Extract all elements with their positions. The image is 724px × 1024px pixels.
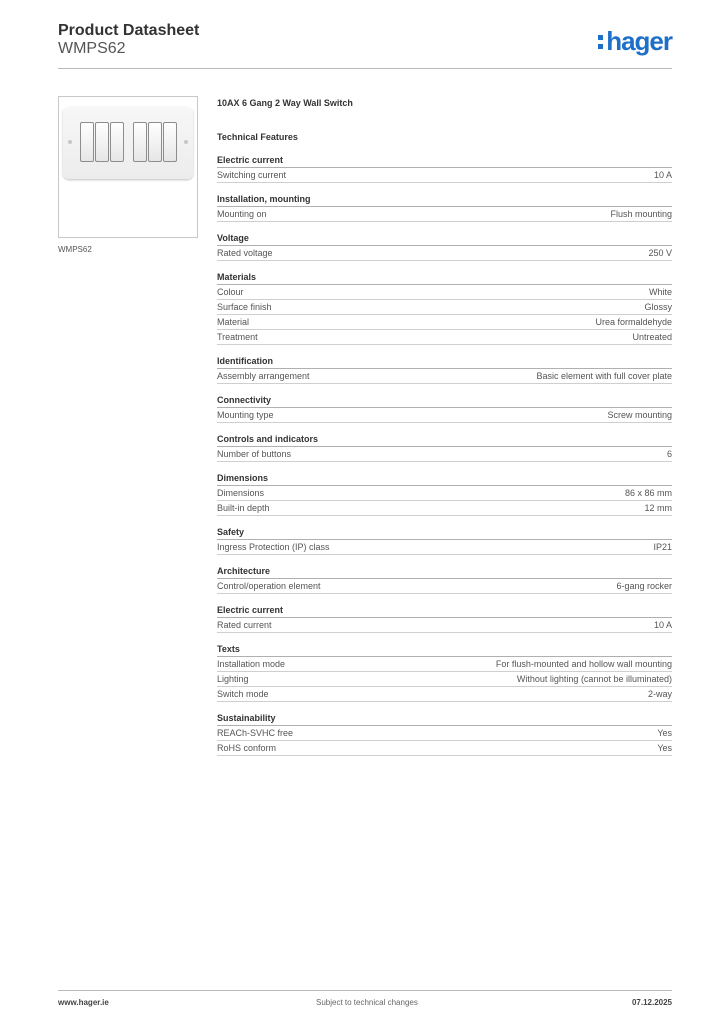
spec-value: 250 V — [648, 248, 672, 258]
spec-row — [217, 486, 672, 501]
spec-section — [217, 526, 672, 555]
spec-row — [217, 501, 672, 516]
rocker-group-left — [80, 122, 125, 162]
spec-label: Rated current — [217, 620, 272, 630]
spec-value: 86 x 86 mm — [624, 488, 672, 498]
document-title: Product Datasheet — [58, 22, 200, 39]
section-title: Sustainability — [217, 712, 672, 726]
spec-row — [217, 726, 672, 741]
spec-section — [217, 271, 672, 345]
rocker-icon — [95, 122, 109, 162]
spec-row — [217, 408, 672, 423]
spec-row — [217, 447, 672, 462]
spec-label: Switch mode — [217, 689, 269, 699]
spec-value: 10 A — [653, 620, 672, 630]
spec-row — [217, 285, 672, 300]
spec-value: 10 A — [653, 170, 672, 180]
spec-label: Switching current — [217, 170, 287, 180]
spec-section — [217, 193, 672, 222]
rocker-icon — [163, 122, 177, 162]
section-title: Materials — [217, 271, 672, 285]
spec-label: RoHS conform — [217, 743, 277, 753]
spec-label: Number of buttons — [217, 449, 292, 459]
spec-value: Untreated — [632, 332, 672, 342]
footer-divider — [58, 990, 672, 991]
switch-plate-image — [63, 107, 193, 179]
spec-value: Urea formaldehyde — [595, 317, 672, 327]
section-title: Texts — [217, 643, 672, 657]
spec-label: REACh-SVHC free — [217, 728, 294, 738]
section-title: Electric current — [217, 604, 672, 618]
section-title: Electric current — [217, 154, 672, 168]
spec-label: Surface finish — [217, 302, 272, 312]
hager-logo — [598, 26, 672, 56]
product-image — [58, 96, 198, 238]
section-title: Voltage — [217, 232, 672, 246]
spec-label: Treatment — [217, 332, 258, 342]
spec-value: 6 — [666, 449, 672, 459]
spec-label: Ingress Protection (IP) class — [217, 542, 330, 552]
spec-label: Material — [217, 317, 250, 327]
spec-row — [217, 330, 672, 345]
product-code: WMPS62 — [58, 40, 126, 57]
technical-features-heading: Technical Features — [217, 132, 298, 142]
rocker-icon — [133, 122, 147, 162]
spec-value: 2-way — [647, 689, 672, 699]
spec-value: For flush-mounted and hollow wall mounting — [495, 659, 672, 669]
logo-dots-icon — [598, 33, 603, 51]
footer-notice: Subject to technical changes — [316, 998, 418, 1007]
section-title: Installation, mounting — [217, 193, 672, 207]
spec-row — [217, 741, 672, 756]
spec-row — [217, 657, 672, 672]
spec-section — [217, 154, 672, 183]
spec-row — [217, 315, 672, 330]
document-header — [58, 22, 672, 68]
spec-row — [217, 300, 672, 315]
spec-row — [217, 540, 672, 555]
spec-label: Installation mode — [217, 659, 286, 669]
rocker-group-right — [133, 122, 178, 162]
spec-value: Screw mounting — [607, 410, 672, 420]
image-caption: WMPS62 — [58, 245, 92, 254]
spec-section — [217, 565, 672, 594]
spec-sections — [217, 154, 672, 756]
spec-section — [217, 394, 672, 423]
spec-value: Glossy — [644, 302, 672, 312]
logo-text: hager — [606, 26, 672, 56]
spec-value: Without lighting (cannot be illuminated) — [516, 674, 672, 684]
spec-section — [217, 472, 672, 516]
spec-row — [217, 579, 672, 594]
spec-row — [217, 672, 672, 687]
section-title: Safety — [217, 526, 672, 540]
spec-value: 6-gang rocker — [616, 581, 672, 591]
spec-value: Yes — [657, 728, 672, 738]
spec-label: Lighting — [217, 674, 249, 684]
spec-section — [217, 604, 672, 633]
spec-label: Assembly arrangement — [217, 371, 310, 381]
footer-date: 07.12.2025 — [631, 998, 672, 1007]
spec-row — [217, 207, 672, 222]
spec-label: Mounting on — [217, 209, 267, 219]
section-title: Identification — [217, 355, 672, 369]
rocker-icon — [148, 122, 162, 162]
spec-row — [217, 246, 672, 261]
spec-value: Yes — [657, 743, 672, 753]
spec-value: IP21 — [653, 542, 672, 552]
header-divider — [58, 68, 672, 69]
footer-website: www.hager.ie — [58, 998, 109, 1007]
spec-section — [217, 712, 672, 756]
spec-label: Mounting type — [217, 410, 274, 420]
rocker-icon — [110, 122, 124, 162]
spec-value: 12 mm — [644, 503, 672, 513]
section-title: Connectivity — [217, 394, 672, 408]
section-title: Architecture — [217, 565, 672, 579]
screw-icon — [68, 140, 72, 144]
spec-label: Built-in depth — [217, 503, 270, 513]
product-name: 10AX 6 Gang 2 Way Wall Switch — [217, 98, 353, 108]
screw-icon — [184, 140, 188, 144]
section-title: Dimensions — [217, 472, 672, 486]
spec-value: Basic element with full cover plate — [536, 371, 672, 381]
specifications — [217, 96, 672, 756]
spec-label: Dimensions — [217, 488, 265, 498]
spec-row — [217, 168, 672, 183]
spec-section — [217, 232, 672, 261]
spec-label: Colour — [217, 287, 244, 297]
spec-row — [217, 369, 672, 384]
spec-section — [217, 643, 672, 702]
spec-row — [217, 687, 672, 702]
spec-label: Control/operation element — [217, 581, 321, 591]
spec-section — [217, 433, 672, 462]
spec-section — [217, 355, 672, 384]
spec-row — [217, 618, 672, 633]
rocker-icon — [80, 122, 94, 162]
section-title: Controls and indicators — [217, 433, 672, 447]
spec-value: White — [648, 287, 672, 297]
spec-value: Flush mounting — [610, 209, 672, 219]
spec-label: Rated voltage — [217, 248, 273, 258]
